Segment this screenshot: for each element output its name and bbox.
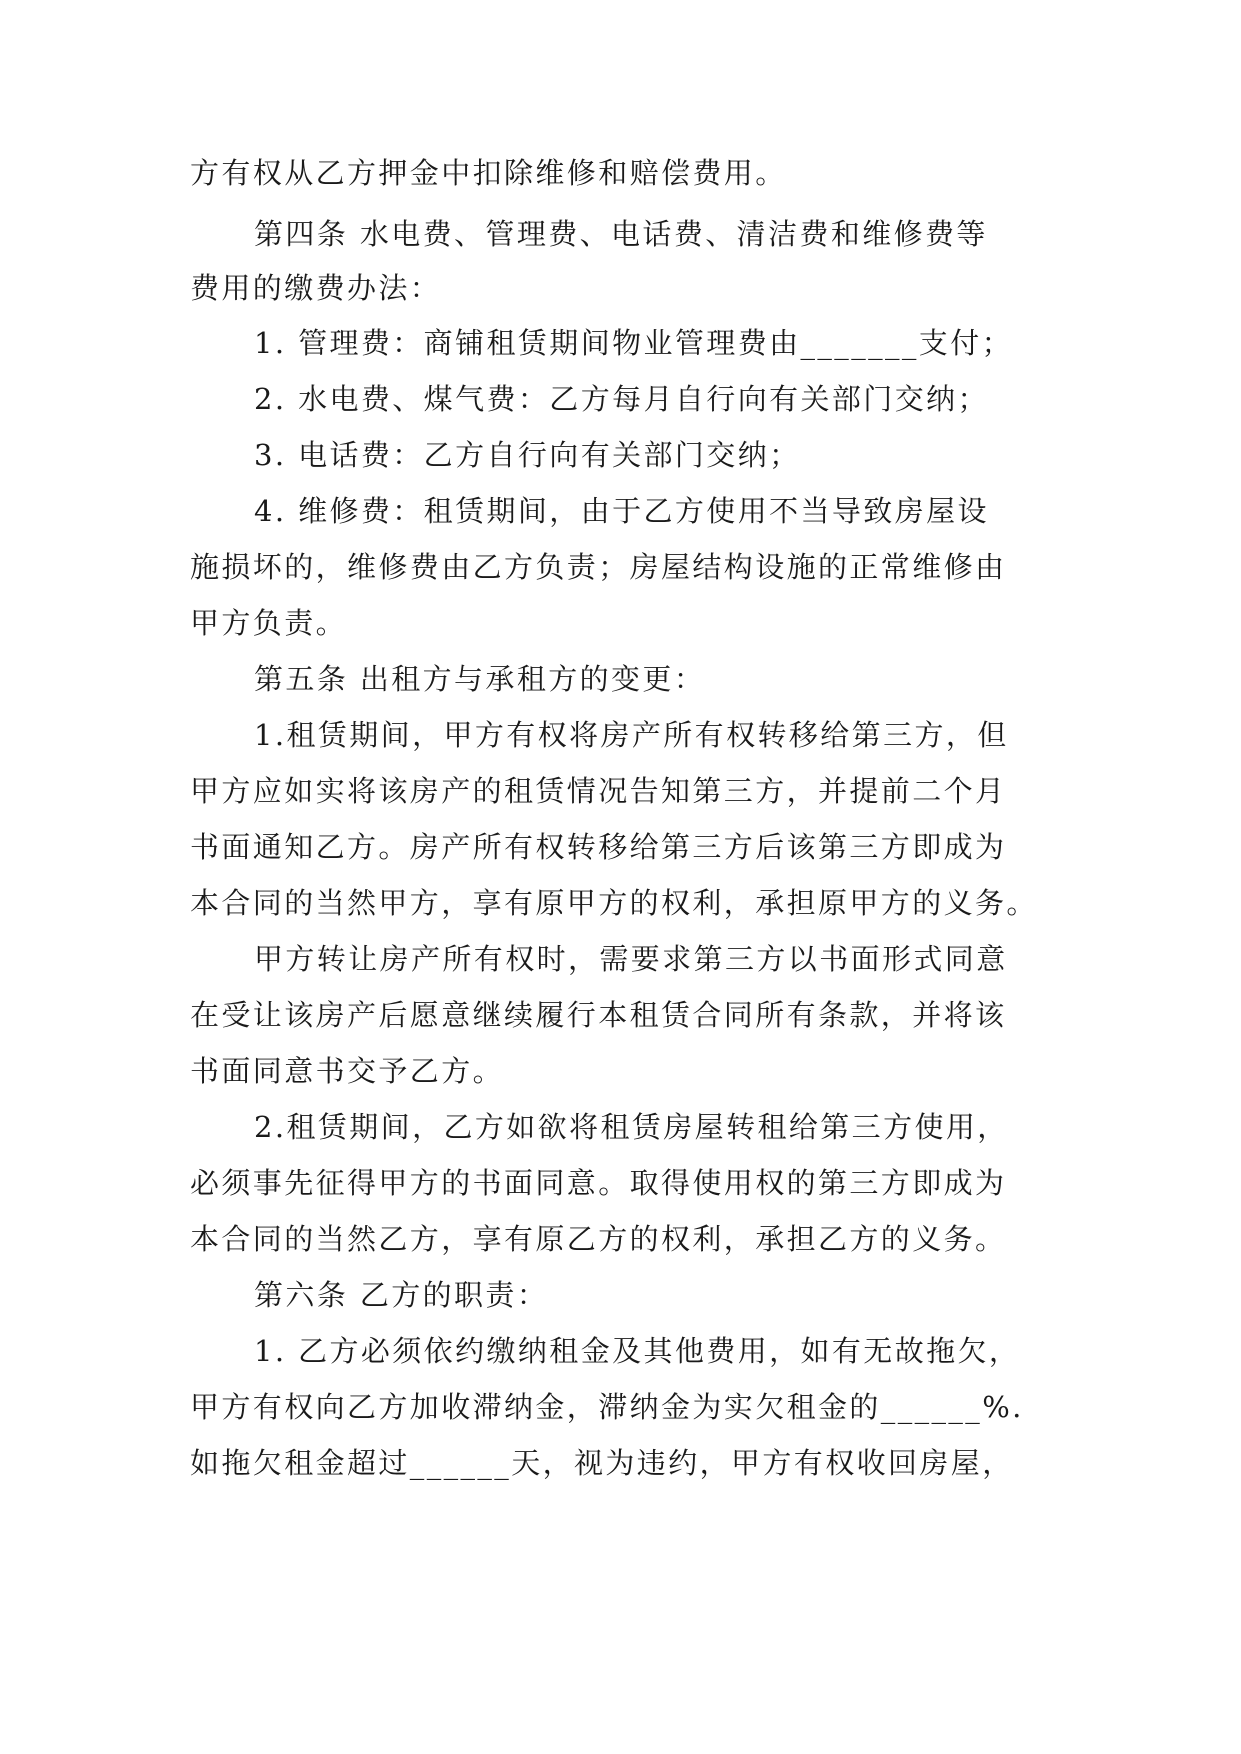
list-item: 4. 维修费：租赁期间，由于乙方使用不当导致房屋设 xyxy=(254,494,989,528)
list-item: 2.租赁期间，乙方如欲将租赁房屋转租给第三方使用， xyxy=(254,1110,1009,1144)
text-line: 书面同意书交予乙方。 xyxy=(190,1054,505,1088)
list-item: 1.租赁期间，甲方有权将房产所有权转移给第三方，但 xyxy=(254,718,1009,752)
article-heading: 第四条 水电费、管理费、电话费、清洁费和维修费等 xyxy=(254,217,988,251)
text-line: 本合同的当然乙方，享有原乙方的权利，承担乙方的义务。 xyxy=(190,1222,1007,1256)
text-line: 方有权从乙方押金中扣除维修和赔偿费用。 xyxy=(190,156,787,190)
text-line: 甲方负责。 xyxy=(190,606,348,640)
text-line: 费用的缴费办法： xyxy=(190,271,442,305)
text-line: 必须事先征得甲方的书面同意。取得使用权的第三方即成为 xyxy=(190,1166,1007,1200)
list-item: 2. 水电费、煤气费：乙方每月自行向有关部门交纳； xyxy=(254,382,989,416)
text-line: 书面通知乙方。房产所有权转移给第三方后该第三方即成为 xyxy=(190,830,1007,864)
text-line: 如拖欠租金超过______天，视为违约，甲方有权收回房屋， xyxy=(190,1446,1014,1480)
text-line: 甲方有权向乙方加收滞纳金，滞纳金为实欠租金的______%. xyxy=(190,1390,1024,1424)
paragraph-line: 甲方转让房产所有权时，需要求第三方以书面形式同意 xyxy=(254,942,1008,976)
article-heading: 第六条 乙方的职责： xyxy=(254,1278,549,1312)
list-item: 1. 乙方必须依约缴纳租金及其他费用，如有无故拖欠， xyxy=(254,1334,1021,1368)
text-line: 在受让该房产后愿意继续履行本租赁合同所有条款，并将该 xyxy=(190,998,1007,1032)
text-line: 施损坏的，维修费由乙方负责；房屋结构设施的正常维修由 xyxy=(190,550,1007,584)
text-line: 甲方应如实将该房产的租赁情况告知第三方，并提前二个月 xyxy=(190,774,1007,808)
article-heading: 第五条 出租方与承租方的变更： xyxy=(254,662,706,696)
text-line: 本合同的当然甲方，享有原甲方的权利，承担原甲方的义务。 xyxy=(190,886,1038,920)
list-item: 3. 电话费：乙方自行向有关部门交纳； xyxy=(254,438,801,472)
list-item: 1. 管理费：商铺租赁期间物业管理费由_______支付； xyxy=(254,326,1013,360)
